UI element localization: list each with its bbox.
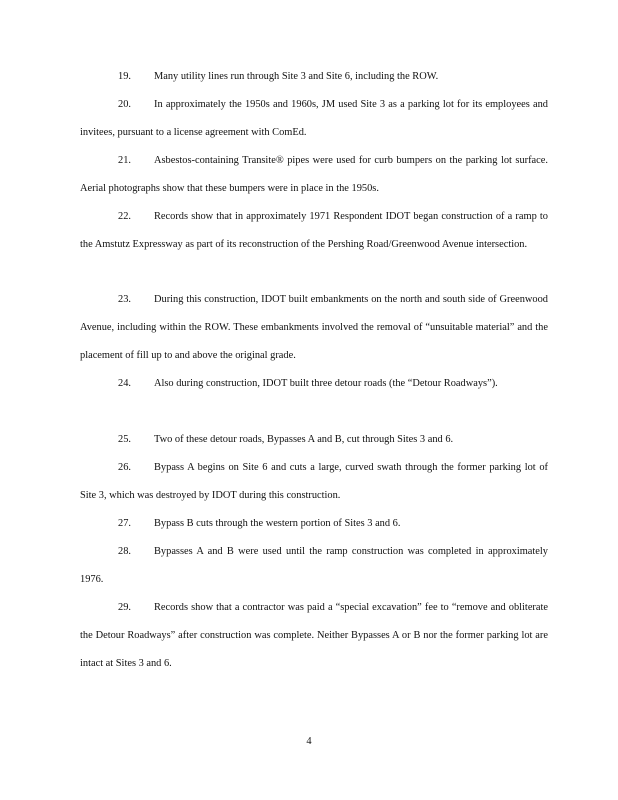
paragraph-number: 21. bbox=[118, 155, 131, 166]
paragraph-22 bbox=[80, 203, 548, 259]
paragraph-number: 28. bbox=[118, 546, 131, 557]
paragraph-24 bbox=[80, 370, 548, 398]
paragraph-text: Bypasses A and B were used until the ramp construction was completed in approximately 1976. bbox=[80, 546, 548, 585]
paragraph-26 bbox=[80, 454, 548, 510]
paragraph-number: 26. bbox=[118, 462, 131, 473]
paragraph-number: 27. bbox=[118, 518, 131, 529]
paragraph-25 bbox=[80, 426, 548, 454]
paragraph-text: Asbestos-containing Transite® pipes were used for curb bumpers on the parking lot surface. Aerial photographs show that these bumpers were in place in the 1950s. bbox=[80, 155, 548, 194]
paragraph-text: Many utility lines run through Site 3 and Site 6, including the ROW. bbox=[154, 71, 439, 82]
paragraph-text: Two of these detour roads, Bypasses A and B, cut through Sites 3 and 6. bbox=[154, 434, 454, 445]
paragraph-29 bbox=[80, 594, 548, 678]
paragraph-number: 24. bbox=[118, 378, 131, 389]
paragraph-number: 20. bbox=[118, 99, 131, 110]
paragraph-number: 23. bbox=[118, 294, 131, 305]
paragraph-23 bbox=[80, 286, 548, 370]
paragraph-number: 22. bbox=[118, 211, 131, 222]
paragraph-20 bbox=[80, 91, 548, 147]
paragraph-number: 19. bbox=[118, 71, 131, 82]
paragraph-text: Records show that in approximately 1971 Respondent IDOT began construction of a ramp to the Amstutz Expressway as part of its reconstruction of the Pershing Road/Greenwood Avenue intersection. bbox=[80, 211, 548, 250]
page-number: 4 bbox=[306, 736, 312, 747]
paragraph-text: Records show that a contractor was paid a “special excavation” fee to “remove and obliterate the Detour Roadways” after construction was complete. Neither Bypasses A or B nor the former parking lot are intact at Sites 3 and 6. bbox=[80, 602, 548, 669]
paragraph-text: Also during construction, IDOT built three detour roads (the “Detour Roadways”). bbox=[154, 378, 498, 389]
paragraph-text: During this construction, IDOT built embankments on the north and south side of Greenwood Avenue, including within the ROW. These embankments involved the removal of “unsuitable material” and the placement of fill up to and above the original grade. bbox=[80, 294, 548, 361]
paragraph-19 bbox=[80, 63, 548, 91]
paragraph-text: Bypass B cuts through the western portion of Sites 3 and 6. bbox=[154, 518, 401, 529]
paragraph-27 bbox=[80, 510, 548, 538]
paragraph-number: 29. bbox=[118, 602, 131, 613]
paragraph-21 bbox=[80, 147, 548, 203]
paragraph-28 bbox=[80, 538, 548, 594]
paragraph-text: Bypass A begins on Site 6 and cuts a large, curved swath through the former parking lot of Site 3, which was destroyed by IDOT during this construction. bbox=[80, 462, 548, 501]
paragraph-text: In approximately the 1950s and 1960s, JM used Site 3 as a parking lot for its employees and invitees, pursuant to a license agreement with ComEd. bbox=[80, 99, 548, 138]
paragraph-number: 25. bbox=[118, 434, 131, 445]
